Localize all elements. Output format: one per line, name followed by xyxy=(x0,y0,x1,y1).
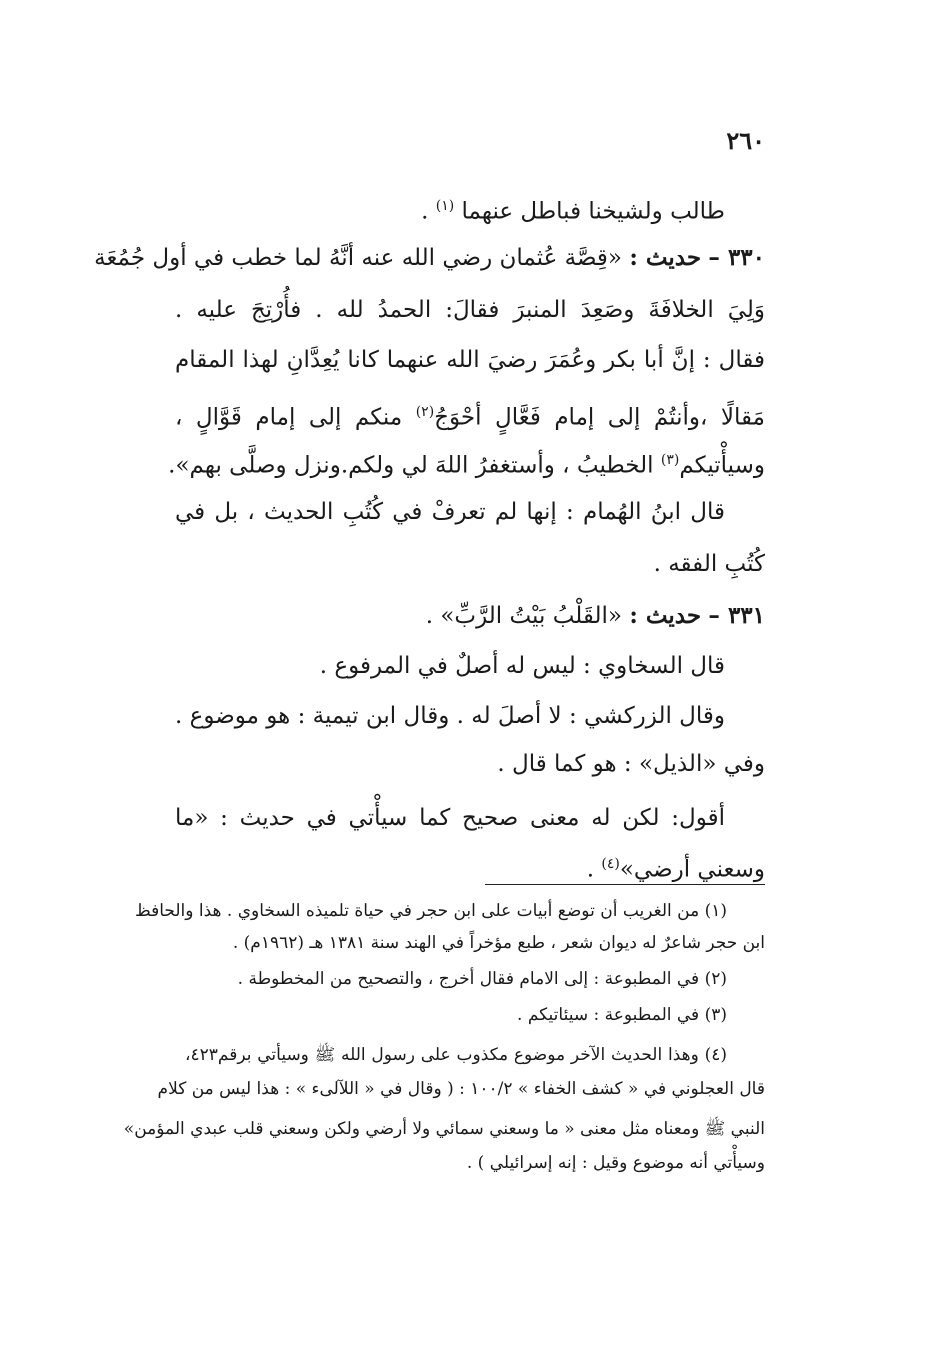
footnote-ref-4: (٤) xyxy=(601,856,620,872)
hadith-331-label: حديث : xyxy=(629,602,702,629)
hadith-330-text-4b: منكم إلى إمام قَوَّالٍ ، xyxy=(175,404,416,431)
hadith-330-text-5a: وسيأْتيكم xyxy=(679,452,765,479)
hadith-331-line-3: وقال الزركشي : لا أصلَ له . وقال ابن تيمية : هو موضوع . xyxy=(175,703,725,729)
footnote-4-line-1: (٤) وهذا الحديث الآخر موضوع مكذوب على رسول الله ﷺ وسيأتي برقم٤٢٣، xyxy=(185,1045,727,1065)
footnote-1-line-2: ابن حجر شاعرٌ له ديوان شعر ، طبع مؤخراً في الهند سنة ١٣٨١ هـ (١٩٦٢م) . xyxy=(232,933,765,953)
footnote-4-line-3: النبي ﷺ ومعناه مثل معنى « ما وسعني سمائي ولا أرضي ولكن وسعني قلب عبدي المؤمن» xyxy=(123,1119,765,1139)
hadith-331-line-6 xyxy=(175,844,765,890)
footnote-separator xyxy=(485,884,765,885)
hadith-330-line-4 xyxy=(175,392,765,438)
line-text: طالب ولشيخنا فباطل عنهما xyxy=(461,198,725,225)
footnote-4-line-2: قال العجلوني في « كشف الخفاء » ١٠٠/٢ : ( وقال في « اللآلىء » : هذا ليس من كلام xyxy=(157,1079,765,1099)
hadith-331-line-4: وفي «الذيل» : هو كما قال . xyxy=(497,751,765,777)
hadith-331-number: ٣٣١ – xyxy=(708,602,765,629)
hadith-331-line-2: قال السخاوي : ليس له أصلٌ في المرفوع . xyxy=(319,653,725,679)
hadith-330-line-7: كُتُبِ الفقه . xyxy=(653,551,765,577)
footnote-2: (٢) في المطبوعة : إلى الامام فقال أخرج ، والتصحيح من المخطوطة . xyxy=(237,969,727,989)
hadith-331-text-1: «القَلْبُ بَيْتُ الرَّبِّ» . xyxy=(425,603,623,629)
hadith-330-line-5 xyxy=(168,440,765,486)
hadith-330-number: ٣٣٠ – xyxy=(708,244,765,271)
hadith-331-line-5: أقول: لكن له معنى صحيح كما سيأْتي في حديث : «ما xyxy=(175,805,725,831)
hadith-331-text-6b: . xyxy=(586,856,602,883)
footnote-1-line-1: (١) من الغريب أن توضع أبيات على ابن حجر في حياة تلميذه السخاوي . هذا والحافظ xyxy=(134,901,727,921)
hadith-330-text-4a: مَقالًا ،وأنتُمْ إلى إمام فَعَّالٍ أحْوَجُ xyxy=(434,404,765,431)
footnote-3: (٣) في المطبوعة : سيئاتيكم . xyxy=(517,1005,727,1025)
continuation-line xyxy=(175,186,725,232)
hadith-330-line-1 xyxy=(94,238,765,278)
line-end: . xyxy=(421,198,436,225)
hadith-330-label: حديث : xyxy=(629,244,702,271)
footnote-ref-1: (١) xyxy=(435,198,455,214)
hadith-330-text-5b: الخطيبُ ، وأستغفرُ اللهَ لي ولكم.ونزل وصلَّى بهم». xyxy=(168,452,661,479)
footnote-ref-3: (٣) xyxy=(660,452,680,468)
hadith-330-line-6: قال ابنُ الهُمام : إنها لم تعرفْ في كُتُبِ الحديث ، بل في xyxy=(175,499,725,525)
hadith-331-line-1 xyxy=(175,596,765,636)
footnote-4-line-4: وسيأْتي أنه موضوع وقيل : إنه إسرائيلي ) . xyxy=(466,1153,765,1173)
hadith-331-text-6a: وسعني أرضي» xyxy=(619,856,765,883)
hadith-330-line-2: وَلِيَ الخلافَةَ وصَعِدَ المنبرَ فقالَ: الحمدُ لله . فأُرْتِجَ عليه . xyxy=(175,297,765,323)
footnote-ref-2: (٢) xyxy=(415,404,435,420)
hadith-330-text-1: «قِصَّة عُثمان رضي الله عنه أنَّهُ لما خطب في أول جُمُعَة xyxy=(94,245,623,271)
page-number: ٢٦٠ xyxy=(726,126,765,155)
hadith-330-line-3: فقال : إنَّ أبا بكر وعُمَرَ رضيَ الله عنهما كانا يُعِدَّانِ لهذا المقام xyxy=(175,347,765,373)
